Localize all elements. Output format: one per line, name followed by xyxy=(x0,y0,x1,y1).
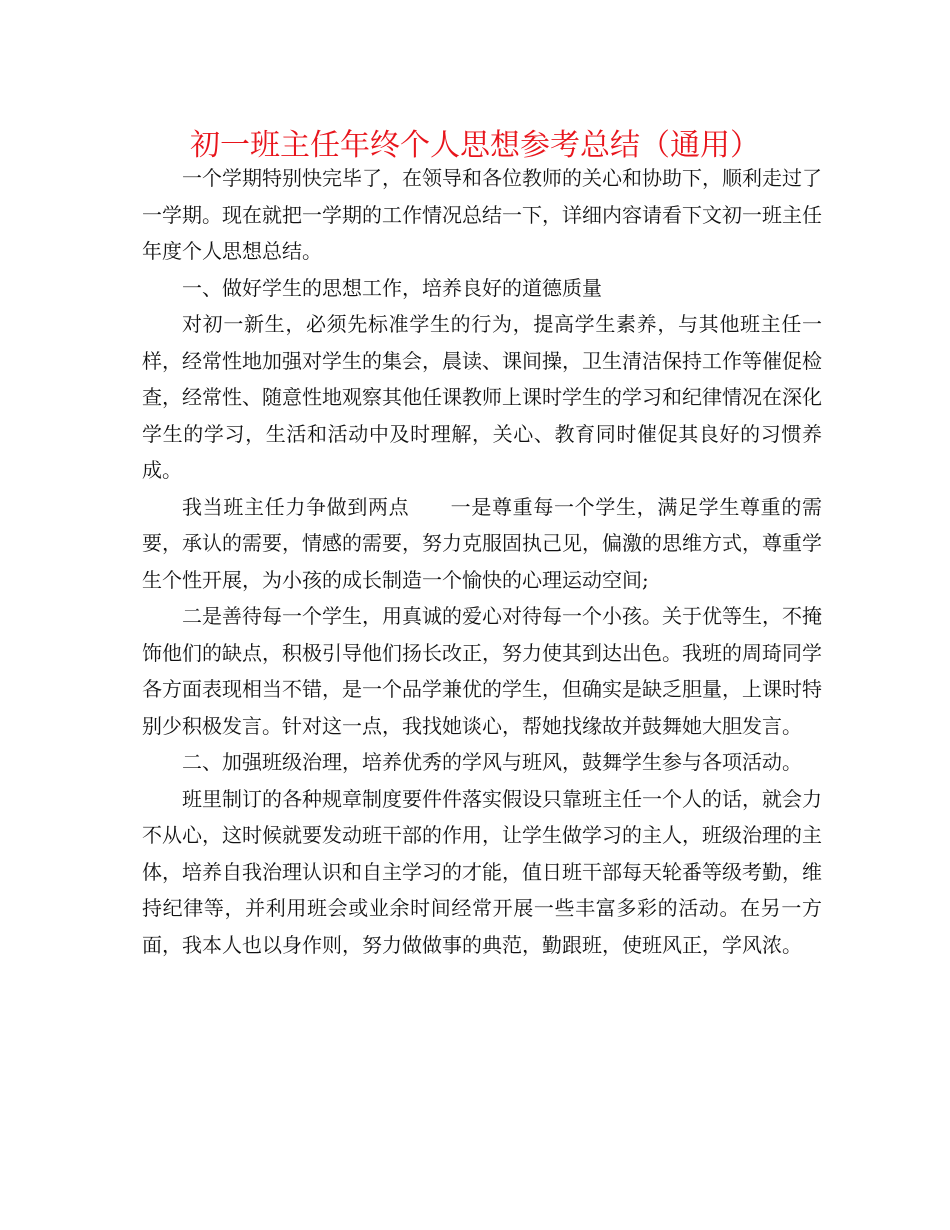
section-heading-2: 二、加强班级治理，培养优秀的学风与班风，鼓舞学生参与各项活动。 xyxy=(182,750,802,774)
document-body xyxy=(142,160,822,963)
paragraph-conduct: 对初一新生，必须先标准学生的行为，提高学生素养，与其他班主任一样，经常性地加强对学生的集会，晨读、课间操，卫生清洁保持工作等催促检查，经常性、随意性地观察其他任课教师上课时学生的学习和纪律情况在深化学生的学习，生活和活动中及时理解，关心、教育同时催促其良好的习惯养成。 xyxy=(142,312,822,482)
section-heading-1: 一、做好学生的思想工作，培养良好的道德质量 xyxy=(182,275,602,300)
document-title: 初一班主任年终个人思想参考总结（通用） xyxy=(190,128,760,163)
paragraph-respect: 我当班主任力争做到两点 一是尊重每一个学生，满足学生尊重的需要，承认的需要，情感的需要，努力克服固执己见，偏激的思维方式，尊重学生个性开展，为小孩的成长制造一个愉快的心理运动空间; xyxy=(142,494,822,592)
paragraph-management: 班里制订的各种规章制度要件件落实假设只靠班主任一个人的话，就会力不从心，这时候就要发动班干部的作用，让学生做学习的主人，班级治理的主体，培养自我治理认识和自主学习的才能，值日班干部每天轮番等级考勤，维持纪律等，并利用班会或业余时间经常开展一些丰富多彩的活动。在另一方面，我本人也以身作则，努力做做事的典范，勤跟班，使班风正，学风浓。 xyxy=(142,786,822,957)
paragraph-intro: 一个学期特别快完毕了，在领导和各位教师的关心和协助下，顺利走过了一学期。现在就把一学期的工作情况总结一下，详细内容请看下文初一班主任年度个人思想总结。 xyxy=(142,166,822,263)
paragraph-kindness: 二是善待每一个学生，用真诚的爱心对待每一个小孩。关于优等生，不掩饰他们的缺点，积极引导他们扬长改正，努力使其到达出色。我班的周琦同学各方面表现相当不错，是一个品学兼优的学生，但确实是缺乏胆量，上课时特别少积极发言。针对这一点，我找她谈心，帮她找缘故并鼓舞她大胆发言。 xyxy=(142,604,822,738)
